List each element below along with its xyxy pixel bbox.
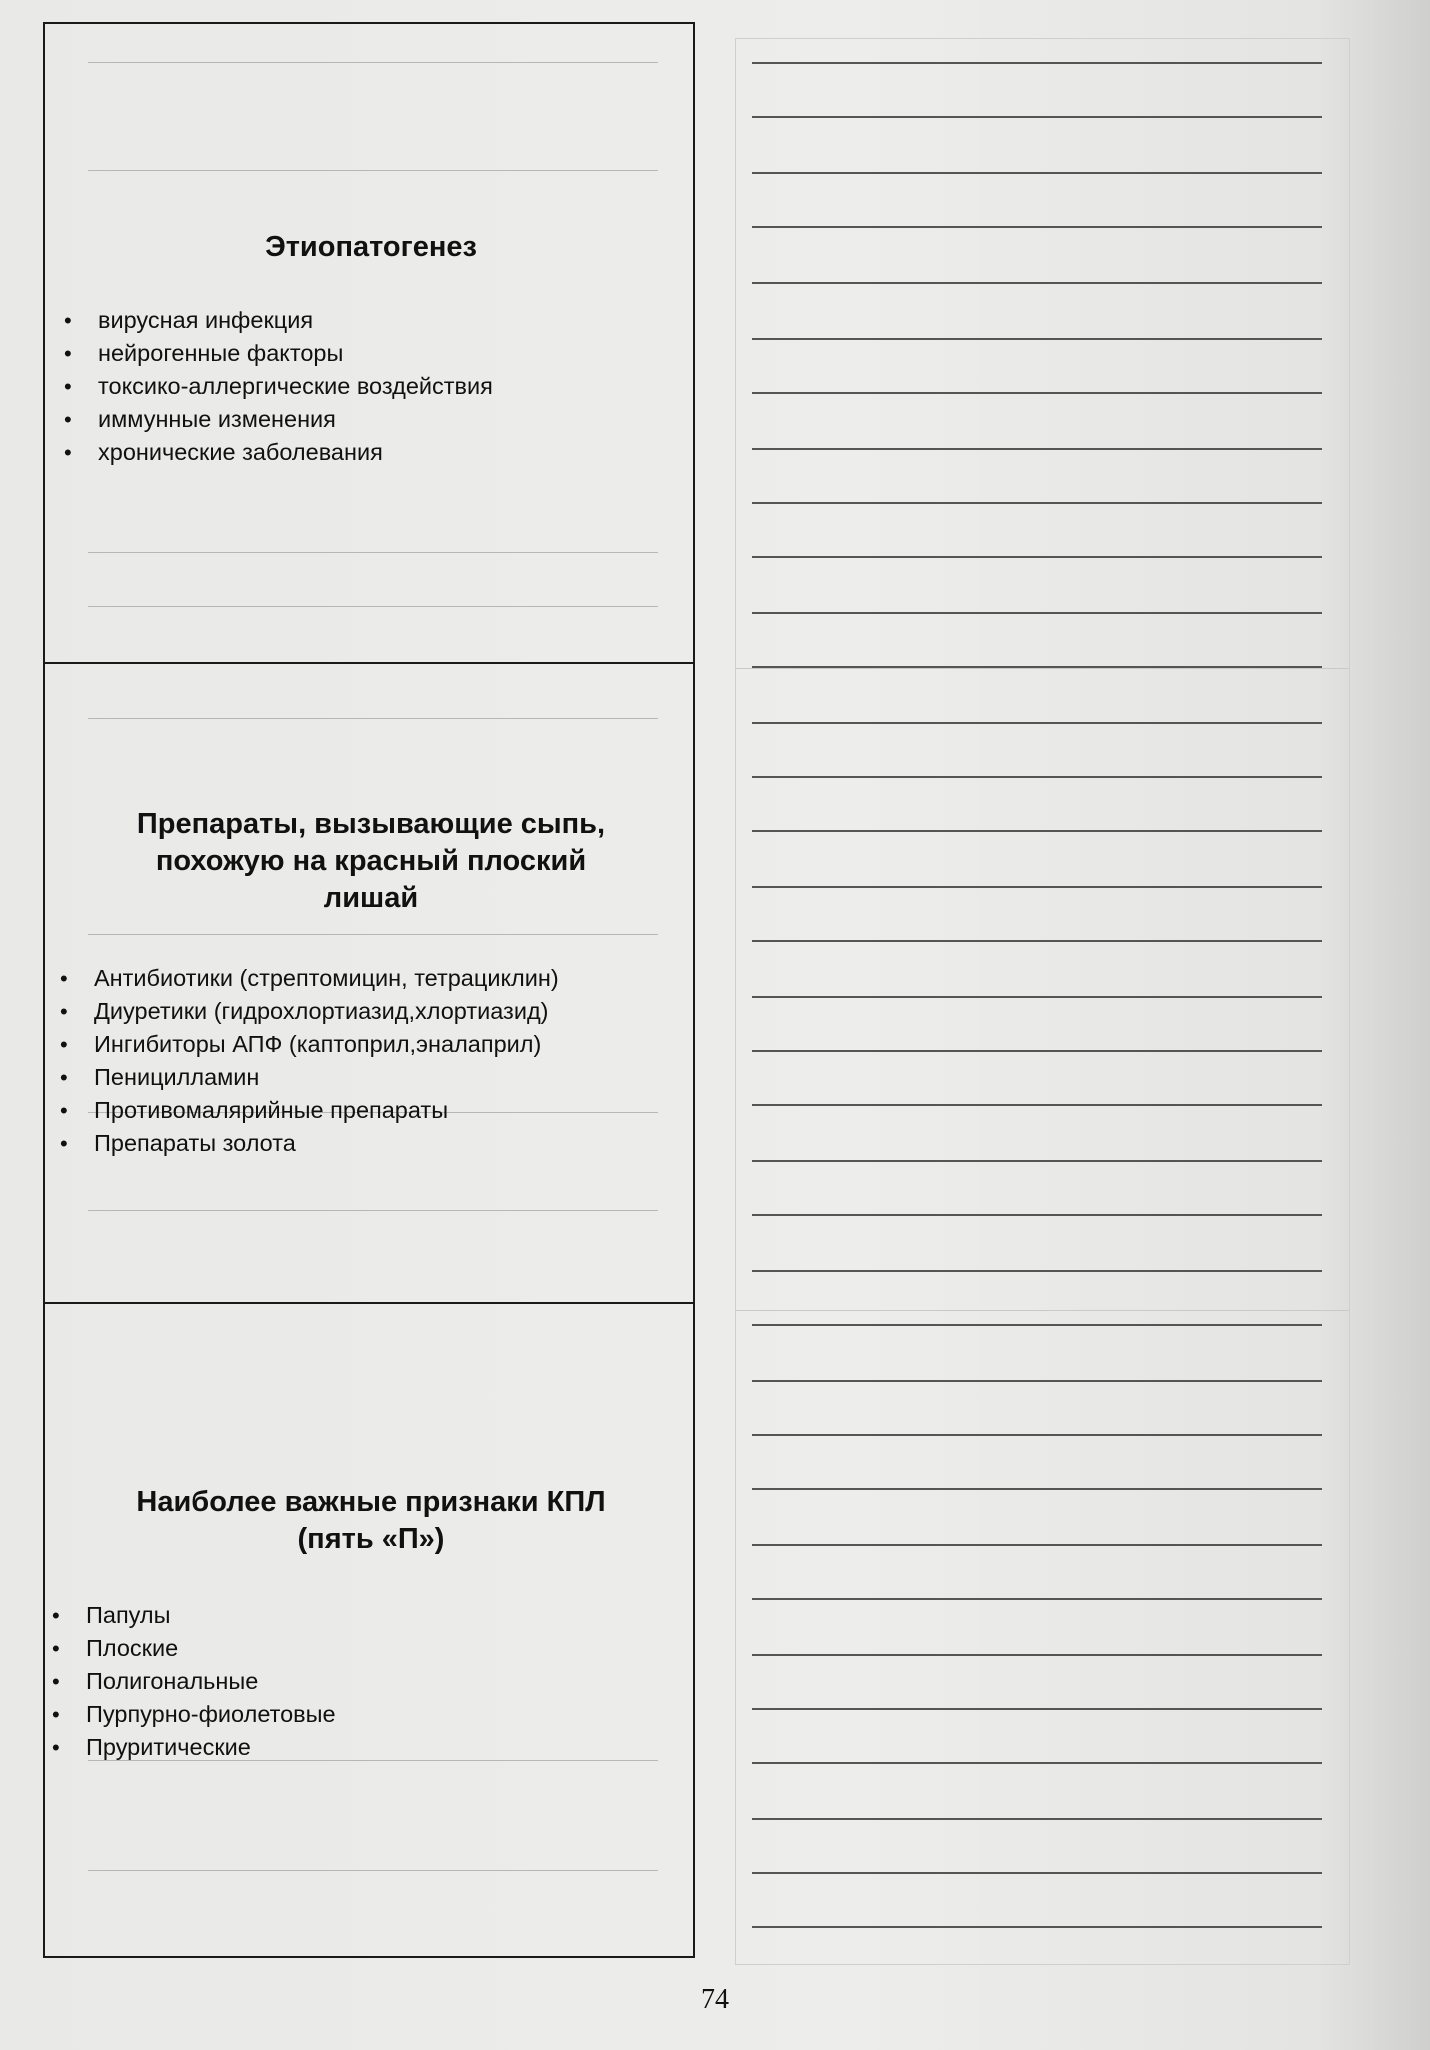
bullet-icon: • <box>52 1735 60 1760</box>
ruled-line <box>752 776 1322 778</box>
ruled-line <box>752 886 1322 888</box>
ruled-line <box>752 502 1322 504</box>
ruled-line <box>752 226 1322 228</box>
ruled-line <box>752 1380 1322 1382</box>
list-item: • Диуретики (гидрохлортиазид,хлортиазид) <box>41 995 559 1028</box>
ruled-line <box>752 1654 1322 1656</box>
ruled-line <box>752 172 1322 174</box>
list-item: • Антибиотики (стрептомицин, тетрациклин) <box>41 962 559 995</box>
drugs-list <box>41 962 559 1160</box>
list-item: • токсико-аллергические воздействия <box>45 370 493 403</box>
ruled-line <box>752 722 1322 724</box>
ruled-line <box>752 1818 1322 1820</box>
list-item: • Препараты золота <box>41 1127 559 1160</box>
ruled-line <box>752 612 1322 614</box>
ruled-line <box>752 1160 1322 1162</box>
bullet-icon: • <box>52 1636 60 1661</box>
ruled-line <box>752 996 1322 998</box>
list-item: • Папулы <box>33 1599 336 1632</box>
ruled-line <box>752 1488 1322 1490</box>
bullet-icon: • <box>60 1131 68 1156</box>
bullet-icon: • <box>52 1603 60 1628</box>
bullet-icon: • <box>52 1702 60 1727</box>
bullet-icon: • <box>64 440 72 465</box>
list-item: • Пруритические <box>33 1731 336 1764</box>
list-item: • Ингибиторы АПФ (каптоприл,эналаприл) <box>41 1028 559 1061</box>
list-item: • Противомалярийные препараты <box>41 1094 559 1127</box>
ruled-line <box>752 1050 1322 1052</box>
list-item: • Пеницилламин <box>41 1061 559 1094</box>
ruled-line <box>752 1324 1322 1326</box>
bullet-icon: • <box>60 1032 68 1057</box>
ruled-line <box>752 392 1322 394</box>
ruled-line <box>752 1762 1322 1764</box>
key-signs-title: Наиболее важные признаки КПЛ (пять «П») <box>136 1486 606 1555</box>
ruled-line <box>752 116 1322 118</box>
ruled-line <box>752 62 1322 64</box>
etiopathogenesis-list <box>45 304 493 469</box>
ruled-line <box>752 1598 1322 1600</box>
ruled-line <box>752 1214 1322 1216</box>
bullet-icon: • <box>64 341 72 366</box>
bullet-icon: • <box>60 999 68 1024</box>
bullet-icon: • <box>64 308 72 333</box>
bullet-icon: • <box>60 1098 68 1123</box>
ruled-line <box>752 556 1322 558</box>
ruled-line <box>752 448 1322 450</box>
bullet-icon: • <box>60 966 68 991</box>
list-item: • Полигональные <box>33 1665 336 1698</box>
list-item: • вирусная инфекция <box>45 304 493 337</box>
drugs-panel <box>43 662 695 1302</box>
ruled-line <box>752 1926 1322 1928</box>
ruled-line <box>752 282 1322 284</box>
ruled-line <box>752 1872 1322 1874</box>
ruled-line <box>752 830 1322 832</box>
bullet-icon: • <box>64 374 72 399</box>
list-item: • Плоские <box>33 1632 336 1665</box>
key-signs-list <box>33 1599 336 1764</box>
ruled-line <box>752 1544 1322 1546</box>
etiopathogenesis-title: Этиопатогенез <box>265 231 477 263</box>
bullet-icon: • <box>60 1065 68 1090</box>
page-number: 74 <box>701 1984 729 2015</box>
ruled-line <box>752 1270 1322 1272</box>
ruled-line <box>752 1708 1322 1710</box>
key-signs-panel <box>43 1302 695 1958</box>
list-item: • нейрогенные факторы <box>45 337 493 370</box>
list-item: • хронические заболевания <box>45 436 493 469</box>
drugs-title: Препараты, вызывающие сыпь, похожую на красный плоский лишай <box>136 808 606 914</box>
bullet-icon: • <box>52 1669 60 1694</box>
etiopathogenesis-panel <box>43 22 695 662</box>
ruled-line <box>752 666 1322 668</box>
ruled-line <box>752 1434 1322 1436</box>
bullet-icon: • <box>64 407 72 432</box>
ruled-line <box>752 338 1322 340</box>
list-item: • иммунные изменения <box>45 403 493 436</box>
list-item: • Пурпурно-фиолетовые <box>33 1698 336 1731</box>
ruled-line <box>752 940 1322 942</box>
ruled-line <box>752 1104 1322 1106</box>
ruled-notes-column <box>735 38 1350 1965</box>
